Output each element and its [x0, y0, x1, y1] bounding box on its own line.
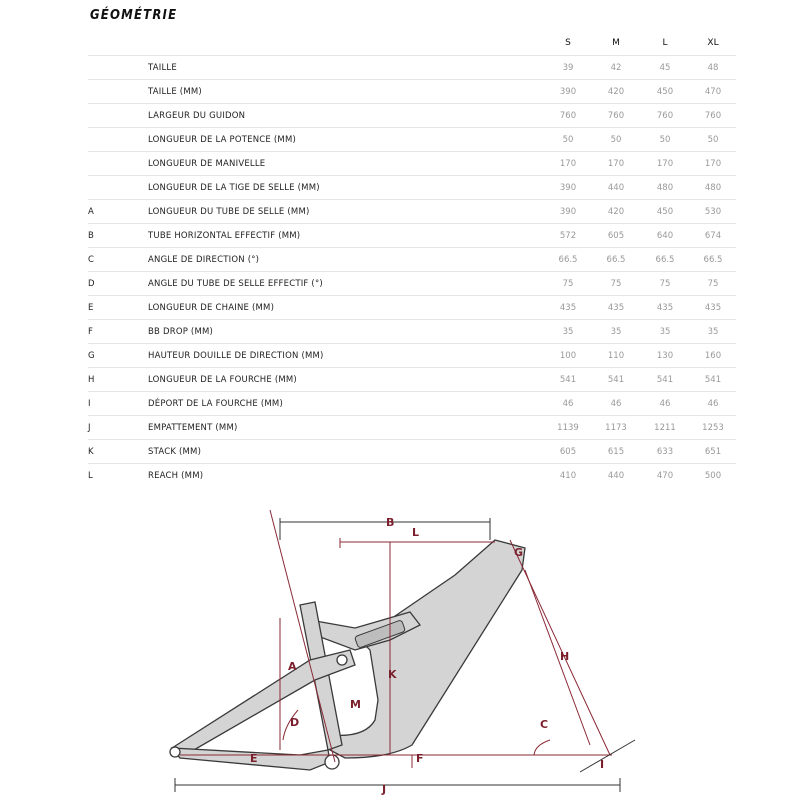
dim-label-c: C [540, 718, 549, 731]
row-label: LONGUEUR DE LA FOURCHE (MM) [148, 375, 297, 385]
dim-label-j: J [382, 783, 387, 796]
row-value-l: 35 [659, 327, 671, 337]
row-value-l: 130 [656, 351, 674, 361]
row-value-xl: 651 [704, 447, 722, 457]
row-value-m: 42 [610, 63, 622, 73]
row-value-m: 420 [607, 207, 625, 217]
row-code: L [88, 471, 93, 481]
table-row [88, 391, 736, 415]
dim-label-g: G [514, 546, 524, 559]
row-value-m: 35 [610, 327, 622, 337]
table-row [88, 103, 736, 127]
row-value-l: 541 [656, 375, 674, 385]
row-code: D [88, 279, 95, 289]
size-header-m: M [612, 38, 620, 48]
table-row [88, 463, 736, 487]
row-value-xl: 48 [707, 63, 719, 73]
row-value-xl: 530 [704, 207, 722, 217]
row-code: K [88, 447, 94, 457]
row-code: H [88, 375, 95, 385]
table-row [88, 367, 736, 391]
row-value-m: 75 [610, 279, 622, 289]
row-value-s: 170 [559, 159, 577, 169]
row-value-l: 45 [659, 63, 671, 73]
row-label: LARGEUR DU GUIDON [148, 111, 246, 121]
row-value-xl: 46 [707, 399, 719, 409]
row-code: E [88, 303, 94, 313]
row-value-m: 66.5 [606, 255, 626, 265]
row-value-s: 390 [559, 183, 577, 193]
row-value-l: 633 [656, 447, 674, 457]
row-value-s: 46 [562, 399, 574, 409]
row-value-s: 35 [562, 327, 574, 337]
size-header-xl: XL [707, 38, 719, 48]
row-value-l: 450 [656, 87, 674, 97]
table-row [88, 79, 736, 103]
row-label: LONGUEUR DE CHAINE (MM) [148, 303, 275, 313]
frame-illustration [170, 540, 525, 770]
row-value-xl: 760 [704, 111, 722, 121]
table-row [88, 127, 736, 151]
row-value-s: 390 [559, 207, 577, 217]
table-row [88, 247, 736, 271]
row-value-s: 1139 [557, 423, 579, 433]
table-row [88, 439, 736, 463]
row-value-xl: 170 [704, 159, 722, 169]
row-value-l: 450 [656, 207, 674, 217]
row-value-xl: 480 [704, 183, 722, 193]
table-row [88, 271, 736, 295]
row-value-xl: 50 [707, 135, 719, 145]
row-value-m: 110 [607, 351, 625, 361]
row-value-xl: 435 [704, 303, 722, 313]
row-value-s: 50 [562, 135, 574, 145]
row-label: BB DROP (MM) [148, 327, 214, 337]
dim-label-b: B [386, 516, 395, 529]
row-value-xl: 500 [704, 471, 722, 481]
row-value-m: 420 [607, 87, 625, 97]
row-value-m: 541 [607, 375, 625, 385]
table-row [88, 319, 736, 343]
row-label: DÉPORT DE LA FOURCHE (MM) [148, 399, 283, 409]
row-value-m: 440 [607, 471, 625, 481]
row-value-m: 46 [610, 399, 622, 409]
row-label: LONGUEUR DE LA TIGE DE SELLE (MM) [148, 183, 320, 193]
table-row [88, 55, 736, 79]
row-code: G [88, 351, 95, 361]
row-value-s: 66.5 [558, 255, 578, 265]
row-value-s: 760 [559, 111, 577, 121]
dim-label-k: K [388, 668, 397, 681]
row-value-m: 605 [607, 231, 625, 241]
bottom-bracket [325, 755, 339, 769]
row-value-xl: 35 [707, 327, 719, 337]
row-label: ANGLE DU TUBE DE SELLE EFFECTIF (°) [148, 279, 323, 289]
row-value-l: 66.5 [655, 255, 675, 265]
row-label: REACH (MM) [148, 471, 204, 481]
row-value-l: 1211 [654, 423, 676, 433]
size-header-s: S [565, 38, 571, 48]
row-value-xl: 1253 [702, 423, 724, 433]
table-row [88, 223, 736, 247]
row-label: LONGUEUR DE LA POTENCE (MM) [148, 135, 296, 145]
dim-label-l: L [412, 526, 420, 539]
row-value-xl: 160 [704, 351, 722, 361]
row-value-l: 75 [659, 279, 671, 289]
rear-axle [170, 747, 180, 757]
table-row [88, 415, 736, 439]
row-value-s: 572 [559, 231, 577, 241]
row-value-l: 50 [659, 135, 671, 145]
row-label: TAILLE (MM) [148, 87, 202, 97]
row-code: F [88, 327, 93, 337]
dim-label-d: D [290, 716, 300, 729]
table-header [88, 31, 736, 55]
row-value-l: 760 [656, 111, 674, 121]
row-value-l: 435 [656, 303, 674, 313]
geometry-table [88, 31, 736, 487]
row-value-s: 605 [559, 447, 577, 457]
dim-label-a: A [288, 660, 297, 673]
row-code: C [88, 255, 94, 265]
bike-geometry-diagram [150, 500, 650, 800]
row-value-xl: 470 [704, 87, 722, 97]
dim-label-f: F [416, 752, 424, 765]
row-value-m: 50 [610, 135, 622, 145]
row-label: TAILLE [148, 63, 177, 73]
row-value-l: 46 [659, 399, 671, 409]
row-value-s: 541 [559, 375, 577, 385]
row-code: B [88, 231, 94, 241]
row-value-l: 170 [656, 159, 674, 169]
dim-label-m: M [350, 698, 361, 711]
row-value-m: 1173 [605, 423, 627, 433]
table-row [88, 343, 736, 367]
dim-label-i: I [600, 758, 605, 771]
row-label: EMPATTEMENT (MM) [148, 423, 238, 433]
dim-label-h: H [560, 650, 570, 663]
row-value-m: 435 [607, 303, 625, 313]
row-code: J [88, 423, 91, 433]
row-code: I [88, 399, 91, 409]
row-value-xl: 75 [707, 279, 719, 289]
row-label: TUBE HORIZONTAL EFFECTIF (MM) [148, 231, 301, 241]
table-body [88, 55, 736, 487]
row-value-m: 440 [607, 183, 625, 193]
table-row [88, 151, 736, 175]
size-header-l: L [662, 38, 668, 48]
row-value-l: 480 [656, 183, 674, 193]
table-row [88, 295, 736, 319]
table-row [88, 199, 736, 223]
row-value-m: 170 [607, 159, 625, 169]
row-value-l: 470 [656, 471, 674, 481]
row-value-m: 760 [607, 111, 625, 121]
row-label: HAUTEUR DOUILLE DE DIRECTION (MM) [148, 351, 324, 361]
row-value-m: 615 [607, 447, 625, 457]
dim-label-e: E [250, 752, 258, 765]
row-code: A [88, 207, 94, 217]
row-value-s: 75 [562, 279, 574, 289]
row-value-xl: 541 [704, 375, 722, 385]
row-label: ANGLE DE DIRECTION (°) [148, 255, 260, 265]
page-title: GÉOMÉTRIE [90, 8, 178, 23]
row-value-xl: 66.5 [703, 255, 723, 265]
row-value-xl: 674 [704, 231, 722, 241]
table-row [88, 175, 736, 199]
row-label: LONGUEUR DU TUBE DE SELLE (MM) [148, 207, 310, 217]
pivot [337, 655, 347, 665]
row-value-s: 39 [562, 63, 574, 73]
row-value-s: 100 [559, 351, 577, 361]
row-value-s: 410 [559, 471, 577, 481]
row-value-s: 390 [559, 87, 577, 97]
row-label: STACK (MM) [148, 447, 202, 457]
row-label: LONGUEUR DE MANIVELLE [148, 159, 266, 169]
row-value-l: 640 [656, 231, 674, 241]
row-value-s: 435 [559, 303, 577, 313]
